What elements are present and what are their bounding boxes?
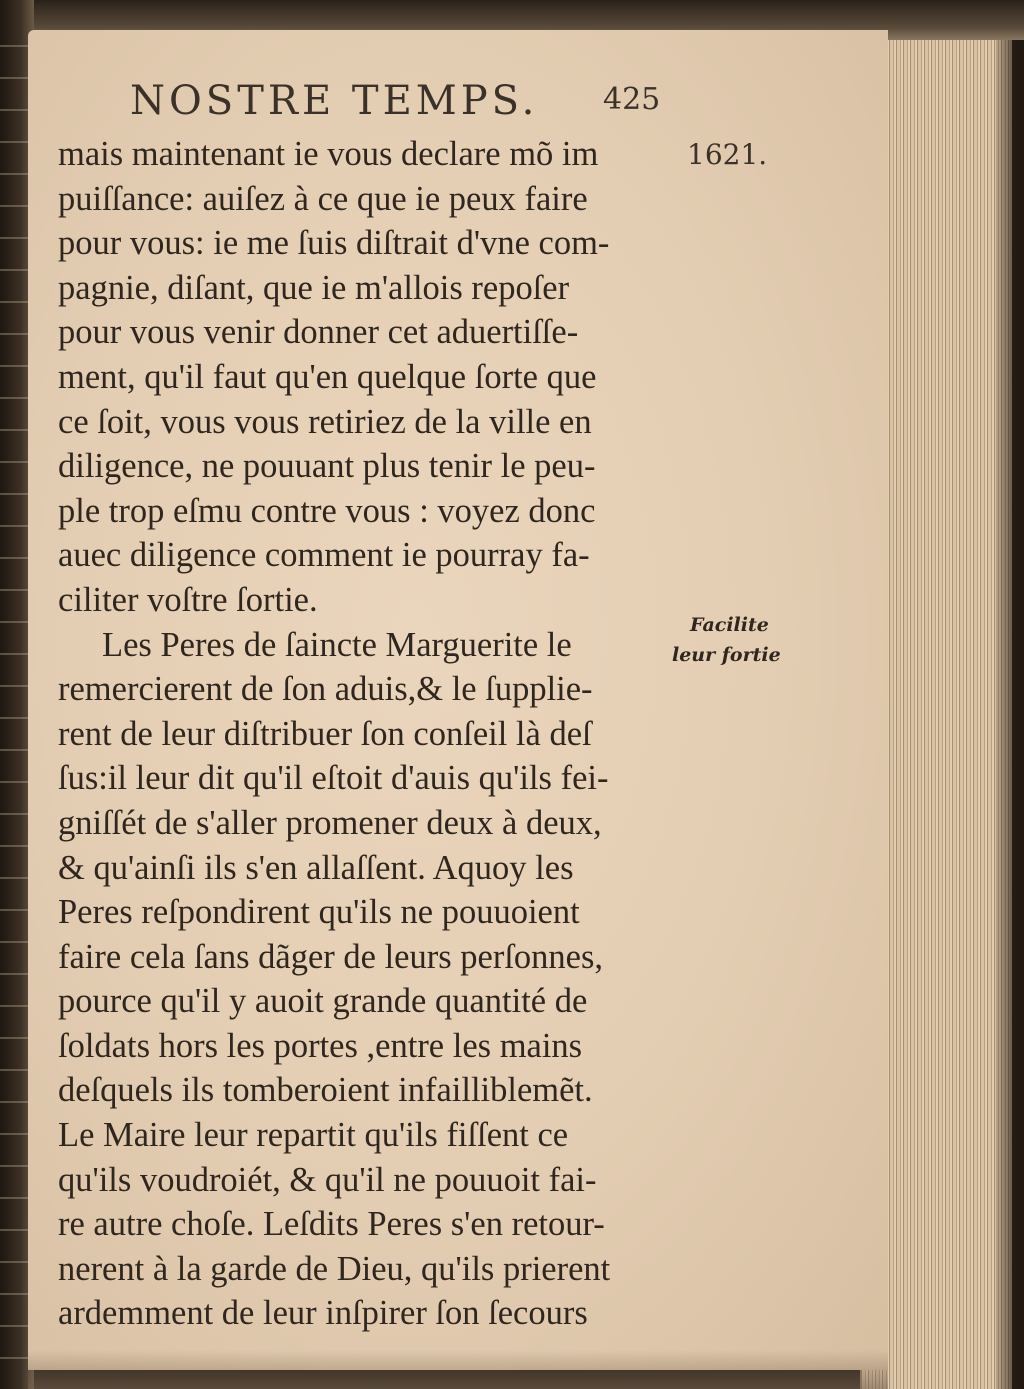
fore-edge-shadow — [996, 40, 1024, 1389]
text-line: nerent à la garde de Dieu, qu'ils prierent — [58, 1249, 611, 1288]
text-line: faire cela ſans dãger de leurs perſonnes, — [58, 937, 604, 976]
text-line: Le Maire leur repartit qu'ils fiſſent ce — [58, 1116, 569, 1155]
text-line: diligence, ne pouuant plus tenir le peu- — [58, 447, 596, 486]
text-line: ment, qu'il faut qu'en quelque ſorte que — [58, 357, 597, 396]
text-line: remercierent de ſon aduis,& le ſupplie- — [58, 670, 593, 709]
text-line: rent de leur diſtribuer ſon conſeil là deſ — [58, 714, 592, 753]
margin-note-line: leur fortie — [672, 644, 781, 666]
text-line: ardemment de leur inſpirer ſon ſecours — [58, 1294, 588, 1333]
text-line: & qu'ainſi ils s'en allaſſent. Aquoy les — [58, 848, 574, 887]
year-marginal: 1621. — [687, 138, 768, 171]
text-line: puiſſance: auiſez à ce que ie peux faire — [58, 179, 588, 218]
paragraph-start-line: Les Peres de ſaincte Marguerite le — [102, 625, 572, 664]
left-page-edges — [0, 40, 28, 1389]
text-line: pour vous: ie me ſuis diſtrait d'vne com- — [58, 224, 610, 263]
text-line: ſus:il leur dit qu'il eſtoit d'auis qu'ils fei- — [58, 759, 609, 798]
text-line: ciliter voſtre ſortie. — [58, 580, 318, 619]
text-line: pource qu'il y auoit grande quantité de — [58, 982, 588, 1021]
body-text — [58, 132, 698, 1336]
page-bottom-shadow — [28, 1350, 888, 1389]
text-line: Peres reſpondirent qu'ils ne pouuoient — [58, 893, 580, 932]
text-line: pagnie, diſant, que ie m'allois repoſer — [58, 268, 570, 307]
text-line: auec diligence comment ie pourray fa- — [58, 536, 590, 575]
page-number: 425 — [603, 82, 661, 117]
running-head: NOSTRE TEMPS. — [130, 78, 539, 124]
text-line: pour vous venir donner cet aduertiſſe- — [58, 313, 579, 352]
text-line: ple trop eſmu contre vous : voyez donc — [58, 491, 596, 530]
text-line: gniſſét de s'aller promener deux à deux, — [58, 803, 602, 842]
margin-note-line: Facilite — [690, 614, 769, 636]
margin-note — [672, 610, 781, 670]
text-line: ſoldats hors les portes ,entre les mains — [58, 1026, 583, 1065]
text-line: re autre choſe. Leſdits Peres s'en retour- — [58, 1205, 605, 1244]
text-line: ce ſoit, vous vous retiriez de la ville en — [58, 402, 592, 441]
text-line: deſquels ils tomberoient infailliblemẽt. — [58, 1071, 593, 1110]
text-line: qu'ils voudroiét, & qu'il ne pouuoit fai- — [58, 1160, 597, 1199]
text-line: mais maintenant ie vous declare mõ im — [58, 135, 599, 173]
